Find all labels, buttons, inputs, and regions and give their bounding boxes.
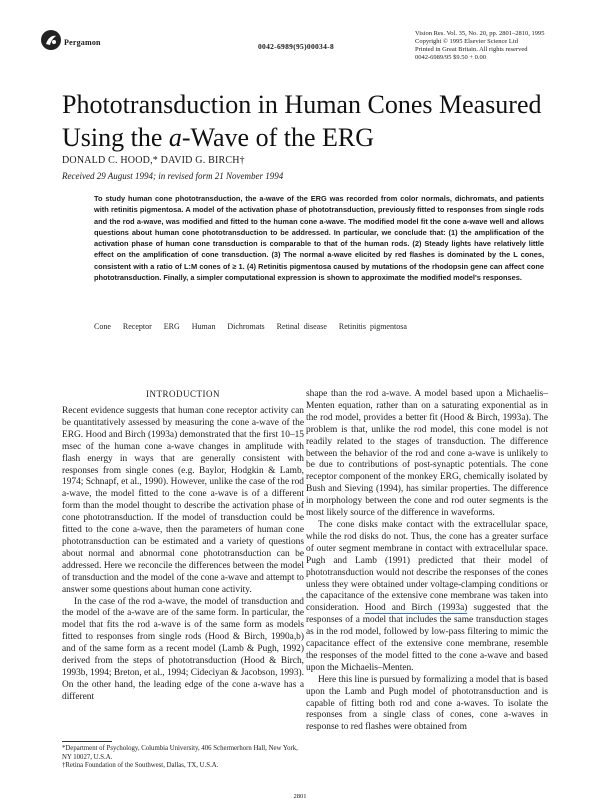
journal-citation: Vision Res. Vol. 35, No. 20, pp. 2801–2810, 1995	[415, 30, 545, 37]
paragraph: Here this line is pursued by formalizing a model that is based upon the Lamb and Pugh model of phototransduction and is capable of fitting both rod and cone a-waves. To isolate the responses from a single class of cones, cone a-waves in response to red flashes were obtained from	[306, 674, 548, 733]
publisher-logo-icon	[40, 29, 62, 51]
pii-code: 0042-6989(95)00034-8	[258, 42, 334, 51]
title-line-1: Phototransduction in Human Cones Measured	[62, 90, 542, 119]
paragraph: In the case of the rod a-wave, the model of transduction and the model of the a-wave are of the same form. In particular, the model that fits the rod a-wave is of the same form as models fitted to responses from single rods (Hood & Birch, 1990a,b) and of the same form as a recent model (Lamb & Pugh, 1992) derived from the steps of phototransduction (Hood & Birch, 1993b, 1994; Breton, et al., 1994; Cideciyan & Jacobson, 1993). On the other hand, the leading edge of the cone a-wave has a different	[62, 596, 304, 702]
printed-line: Printed in Great Britain. All rights reserved	[415, 46, 528, 53]
keyword: Retinal disease	[276, 322, 327, 331]
footnote-2: †Retina Foundation of the Southwest, Dallas, TX, U.S.A.	[62, 762, 219, 770]
received-dates: Received 29 August 1994; in revised form 21 November 1994	[62, 171, 284, 181]
copyright-line: Copyright © 1995 Elsevier Science Ltd	[415, 38, 518, 45]
paragraph: The cone disks make contact with the extracellular space, while the rod disks do not. Thus, the cone has a greater surface of outer segment membrane in contact with extracellular space. Pugh and Lamb (1991) predicted that their model of phototransduction would not describe the responses of the cones unless they were obtained under voltage-clamping conditions or the capacitance of the extensive cone membrane was taken into consideration. Hood and Birch (1993a) suggested that the responses of a model that includes the same transduction stages as in the rod model, followed by low-pass filtering to mimic the capacitance effect of the extensive cone membrane, resemble the responses of the model fitted to the cone a-wave and based upon the Michaelis–Menten.	[306, 519, 548, 673]
keyword: Dichromats	[227, 322, 265, 331]
paragraph: shape than the rod a-wave. A model based upon a Michaelis–Menten equation, rather than on a saturating exponential as in the rod model, provides a better fit (Hood & Birch, 1993a). The problem is that, unlike the rod model, this cone model is not readily related to the stages of transduction. The difference between the behavior of the rod and cone a-wave is unlikely to be due to contributions of post-synaptic potentials. The cone receptor component of the monkey ERG, chemically isolated by Bush and Sieving (1994), has similar properties. The difference in morphology between the cone and rod outer segments is the most likely source of the difference in waveforms.	[306, 389, 548, 519]
title-line-2: Using the a-Wave of the ERG	[62, 123, 375, 152]
keyword: Receptor	[122, 322, 152, 331]
body-column-left	[62, 406, 304, 704]
section-heading: INTRODUCTION	[146, 389, 220, 399]
keyword: ERG	[163, 322, 180, 331]
page-number: 2801	[293, 793, 307, 800]
keyword: Cone	[94, 322, 111, 331]
article-title	[62, 88, 562, 154]
journal-meta	[415, 30, 560, 62]
footnotes	[62, 745, 304, 771]
body-column-right	[306, 389, 548, 734]
keyword: Retinitis pigmentosa	[338, 322, 407, 331]
footnote-divider	[62, 741, 112, 742]
issn-line: 0042-6989/95 $9.50 + 0.00	[415, 54, 487, 61]
keyword: Human	[191, 322, 216, 331]
abstract: To study human cone phototransduction, the a-wave of the ERG was recorded from color normals, dichromats, and patients with retinitis pigmentosa. A model of the activation phase of phototransduction, previously fitted to responses from single rods and the rod a-wave, was modified and fitted to the human cone a-wave. The modified model fit the cone a-wave well and allows questions about human cone phototransduction to be addressed. In particular, we conclude that: (1) the amplification of the activation phase of human cone transduction is comparable to that of the human rods. (2) Steady lights have relatively little effect on the amplification of cone transduction. (3) The normal a-wave elicited by red flashes is dominated by the L cones, consistent with a ratio of L:M cones of ≥ 1. (4) Retinitis pigmentosa caused by mutations of the rhodopsin gene can affect cone phototransduction. Finally, a simpler computational expression is shown to approximate the modified model's responses.	[94, 194, 544, 283]
keywords	[94, 322, 415, 331]
authors: DONALD C. HOOD,* DAVID G. BIRCH†	[62, 155, 245, 166]
paragraph: Recent evidence suggests that human cone receptor activity can be quantitatively assessed by measuring the cone a-wave of the ERG. Hood and Birch (1993a) demonstrated that the first 10–15 msec of the human cone a-wave changes in amplitude with flash energy in ways that are generally consistent with responses from single cones (e.g. Baylor, Hodgkin & Lamb, 1974; Schnapf, et al., 1990). However, unlike the case of the rod a-wave, the model fitted to the cone a-wave is of a different form than the model thought to describe the activation phase of cone phototransduction. If the model of transduction could be fitted to the cone a-wave, then the parameters of human cone phototransduction can be estimated and a variety of questions about normal and abnormal cone phototransduction can be addressed. Here we reconcile the differences between the model of transduction and the model of the cone a-wave and attempt to answer some questions about human cone activity.	[62, 406, 304, 595]
citation-link[interactable]: Hood and Birch (1993a)	[364, 603, 468, 614]
publisher-name: Pergamon	[64, 38, 101, 47]
footnote-1: *Department of Psychology, Columbia University, 406 Schermerhorn Hall, New York, NY 10027, U.S.A.	[62, 745, 298, 761]
